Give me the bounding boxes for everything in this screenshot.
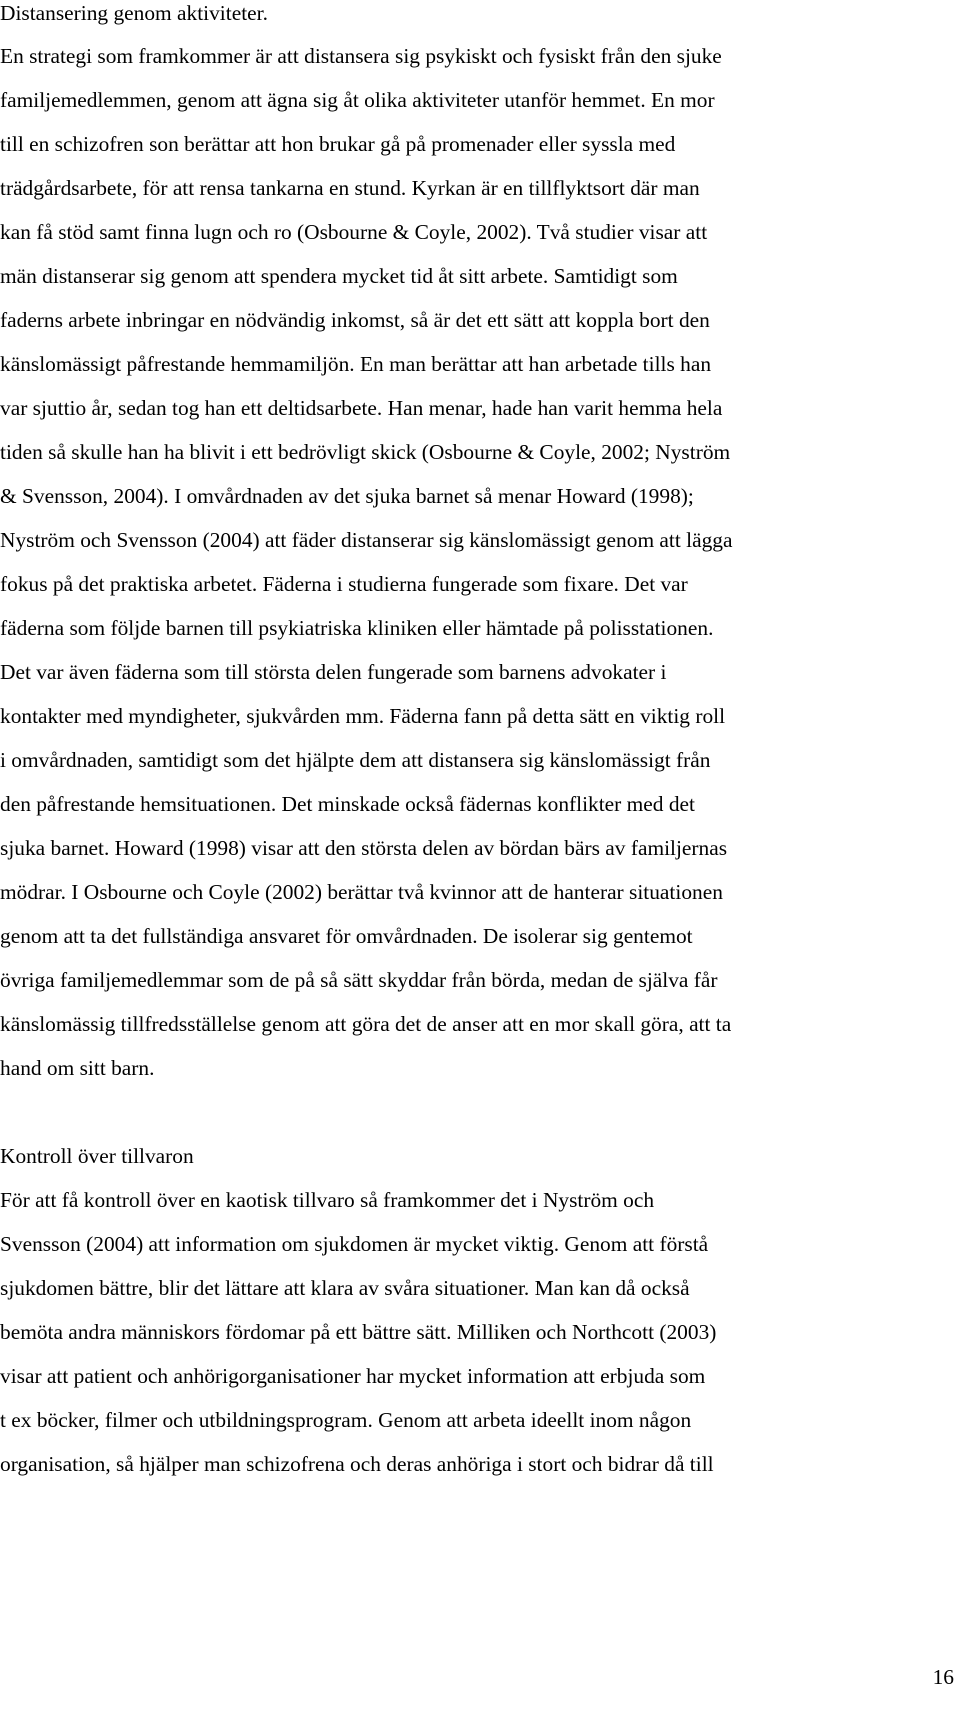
paragraph-line: t ex böcker, filmer och utbildningsprogram. Genom att arbeta ideellt inom någon: [0, 1408, 692, 1432]
paragraph-line: familjemedlemmen, genom att ägna sig åt olika aktiviteter utanför hemmet. En mor: [0, 88, 715, 112]
paragraph-line: i omvårdnaden, samtidigt som det hjälpte dem att distansera sig känslomässigt från: [0, 748, 711, 772]
paragraph-line: var sjuttio år, sedan tog han ett deltidsarbete. Han menar, hade han varit hemma hela: [0, 396, 723, 420]
paragraph-line: sjuka barnet. Howard (1998) visar att den största delen av bördan bärs av familjernas: [0, 836, 728, 860]
page-number: 16: [932, 1665, 954, 1689]
paragraph-line: fokus på det praktiska arbetet. Fäderna i studierna fungerade som fixare. Det var: [0, 572, 688, 596]
paragraph-line: den påfrestande hemsituationen. Det minskade också fädernas konflikter med det: [0, 792, 695, 816]
paragraph-line: Det var även fäderna som till största delen fungerade som barnens advokater i: [0, 660, 667, 684]
paragraph-line: tiden så skulle han ha blivit i ett bedrövligt skick (Osbourne & Coyle, 2002; Nyström: [0, 440, 731, 464]
paragraph-line: trädgårdsarbete, för att rensa tankarna en stund. Kyrkan är en tillflyktsort där man: [0, 176, 700, 200]
paragraph-line: fäderna som följde barnen till psykiatriska kliniken eller hämtade på polisstationen.: [0, 616, 714, 640]
paragraph-line: Svensson (2004) att information om sjukdomen är mycket viktig. Genom att förstå: [0, 1232, 709, 1256]
paragraph-line: För att få kontroll över en kaotisk tillvaro så framkommer det i Nyström och: [0, 1188, 655, 1212]
paragraph-line: känslomässig tillfredsställelse genom att göra det de anser att en mor skall göra, att ta: [0, 1012, 732, 1036]
paragraph-line: övriga familjemedlemmar som de på så sätt skyddar från börda, medan de själva får: [0, 968, 718, 992]
paragraph-line: genom att ta det fullständiga ansvaret för omvårdnaden. De isolerar sig gentemot: [0, 924, 693, 948]
paragraph-line: faderns arbete inbringar en nödvändig inkomst, så är det ett sätt att koppla bort den: [0, 308, 710, 332]
paragraph-line: organisation, så hjälper man schizofrena och deras anhöriga i stort och bidrar då till: [0, 1452, 714, 1476]
paragraph-line: & Svensson, 2004). I omvårdnaden av det sjuka barnet så menar Howard (1998);: [0, 484, 694, 508]
paragraph-line: känslomässigt påfrestande hemmamiljön. En man berättar att han arbetade tills han: [0, 352, 712, 376]
section-heading-distansering: Distansering genom aktiviteter.: [0, 1, 268, 25]
paragraph-line: män distanserar sig genom att spendera mycket tid åt sitt arbete. Samtidigt som: [0, 264, 678, 288]
paragraph-line: kan få stöd samt finna lugn och ro (Osbourne & Coyle, 2002). Två studier visar att: [0, 220, 708, 244]
paragraph-line: bemöta andra människors fördomar på ett bättre sätt. Milliken och Northcott (2003): [0, 1320, 717, 1344]
paragraph-line: visar att patient och anhörigorganisationer har mycket information att erbjuda som: [0, 1364, 706, 1388]
paragraph-line: kontakter med myndigheter, sjukvården mm. Fäderna fann på detta sätt en viktig roll: [0, 704, 726, 728]
paragraph-line: mödrar. I Osbourne och Coyle (2002) berättar två kvinnor att de hanterar situationen: [0, 880, 723, 904]
section-heading-kontroll: Kontroll över tillvaron: [0, 1144, 194, 1168]
paragraph-line: En strategi som framkommer är att distansera sig psykiskt och fysiskt från den sjuke: [0, 44, 722, 68]
paragraph-line: hand om sitt barn.: [0, 1056, 155, 1080]
paragraph-line: till en schizofren son berättar att hon brukar gå på promenader eller syssla med: [0, 132, 676, 156]
paragraph-line: Nyström och Svensson (2004) att fäder distanserar sig känslomässigt genom att lägga: [0, 528, 733, 552]
paragraph-line: sjukdomen bättre, blir det lättare att klara av svåra situationer. Man kan då också: [0, 1276, 690, 1300]
